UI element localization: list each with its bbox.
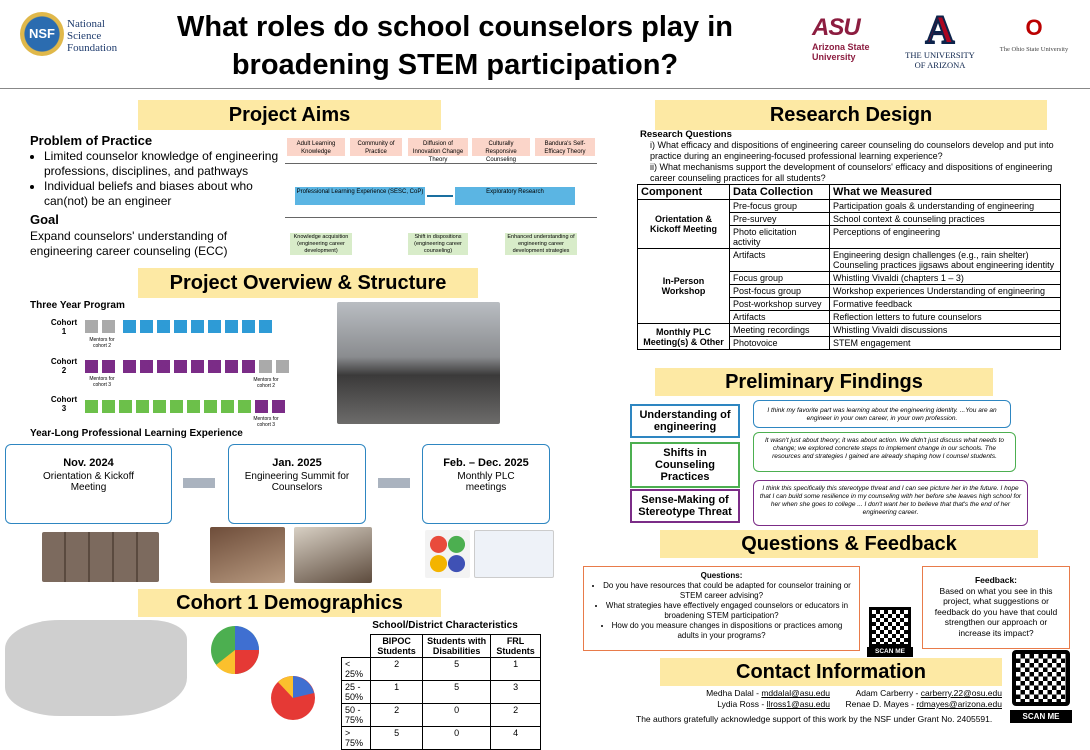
person-icon	[238, 400, 251, 413]
table-row	[342, 727, 541, 750]
table-cell: Whistling Vivaldi discussions	[830, 324, 1061, 337]
summit-photo	[294, 527, 372, 583]
overview-heading: Project Overview & Structure	[138, 268, 478, 298]
pie-slice	[235, 626, 259, 650]
group-photo	[337, 302, 500, 424]
table-row	[638, 324, 1061, 337]
theory-box: Adult Learning Knowledge	[287, 138, 345, 156]
table-row	[638, 249, 1061, 272]
person-icon	[174, 320, 187, 333]
us-map	[5, 620, 187, 716]
person-icon	[123, 320, 136, 333]
asu-name-line1: Arizona State	[812, 42, 870, 52]
nsf-name	[67, 18, 117, 54]
mentor-icon	[85, 320, 98, 333]
questions-heading: Questions & Feedback	[660, 530, 1038, 558]
mentor-icon	[255, 400, 268, 413]
person-icon	[242, 320, 255, 333]
mentor-icon	[85, 360, 98, 373]
question-item: • How do you measure changes in dispositions or practices among adults in your programs?	[590, 621, 853, 641]
table-cell: 50 - 75%	[342, 704, 371, 727]
table-cell: Formative feedback	[830, 298, 1061, 311]
contact-heading: Contact Information	[660, 658, 1002, 686]
osu-mark: O	[1025, 15, 1043, 40]
design-table	[637, 184, 1061, 350]
qr-code[interactable]	[869, 607, 911, 647]
header-divider	[0, 88, 1090, 89]
step3-desc: Monthly PLC meetings	[457, 471, 515, 493]
step2-date: Jan. 2025	[272, 457, 322, 469]
finding-quote: It wasn't just about theory; it was about action. We didn't just discuss what needs to change; we explored concrete steps to implement change in our schools. The resources and strategies I gained are already shaping how I counsel students.	[753, 432, 1016, 472]
table-header-row	[342, 635, 541, 658]
mentor-note: Mentors for cohort 2	[253, 377, 279, 389]
table-cell: 1	[370, 681, 422, 704]
table-cell: 0	[423, 727, 491, 750]
questions-box	[583, 566, 860, 651]
person-icon	[225, 320, 238, 333]
table-cell: Perceptions of engineering	[830, 226, 1061, 249]
component-cell: Monthly PLC Meeting(s) & Other	[638, 324, 730, 350]
finding-quote: I think my favorite part was learning about the engineering identity. ...You are an engineer in your own career, in your own profession.	[753, 400, 1011, 428]
contact-name: Renae D. Mayes -	[845, 699, 917, 709]
mentor-note: Mentors for cohort 3	[253, 416, 279, 428]
person-icon	[102, 400, 115, 413]
person-icon	[191, 360, 204, 373]
scan-me-label: SCAN ME	[867, 647, 913, 657]
contact-name: Lydia Ross -	[717, 699, 767, 709]
table-cell: 3	[491, 681, 541, 704]
rq2: ii) What mechanisms support the development of counselors' efficacy and dispositions of engineering career counseling practices for all students?	[650, 162, 1053, 183]
finding-label: Sense-Making of Stereotype Threat	[630, 489, 740, 523]
contact-4	[830, 699, 1002, 710]
ua-name-line1: THE UNIVERSITY	[905, 50, 975, 60]
person-icon	[187, 400, 200, 413]
table-row	[342, 681, 541, 704]
demographics-table	[341, 634, 541, 750]
contact-email[interactable]: mddalal@asu.edu	[761, 688, 830, 698]
arrow-icon	[378, 478, 410, 488]
cohort2-label: Cohort 2	[50, 357, 78, 375]
table-cell: Workshop experiences Understanding of engineering	[830, 285, 1061, 298]
mentor-icon	[272, 400, 285, 413]
table-cell: Photo elicitation activity	[730, 226, 830, 249]
table-cell: > 75%	[342, 727, 371, 750]
mentor-icon	[276, 360, 289, 373]
table-cell: 2	[370, 658, 422, 681]
contact-right	[830, 688, 1002, 710]
problem-item: • Individual beliefs and biases about who can(not) be an engineer	[44, 179, 280, 209]
person-icon	[225, 360, 238, 373]
step-box-2	[228, 444, 366, 524]
aims-heading: Project Aims	[138, 100, 441, 130]
table-cell: 5	[423, 681, 491, 704]
table-row	[342, 704, 541, 727]
framework-connector	[285, 217, 597, 218]
nsf-logo: NSF	[20, 12, 64, 56]
cohort1-row	[85, 320, 276, 338]
scan-me-label: SCAN ME	[1010, 710, 1072, 723]
table-cell: School context & counseling practices	[830, 213, 1061, 226]
table-header: Students with Disabilities	[423, 635, 491, 658]
theory-box: Culturally Responsive Counseling	[472, 138, 530, 156]
table-cell: 4	[491, 727, 541, 750]
person-icon	[174, 360, 187, 373]
contact-email[interactable]: llross1@asu.edu	[766, 699, 830, 709]
table-cell: Post-workshop survey	[730, 298, 830, 311]
person-icon	[85, 400, 98, 413]
outcome-box: Enhanced understanding of engineering career development strategies	[505, 233, 577, 255]
osu-name: The Ohio State University	[999, 46, 1069, 53]
component-cell: Orientation & Kickoff Meeting	[638, 200, 730, 249]
table-cell: 25 - 50%	[342, 681, 371, 704]
person-icon	[259, 320, 272, 333]
ua-name-line2: OF ARIZONA	[914, 60, 966, 70]
table-cell: Focus group	[730, 272, 830, 285]
step-box-3	[422, 444, 550, 524]
cohort3-label: Cohort 3	[50, 395, 78, 413]
step2-desc: Engineering Summit for Counselors	[244, 471, 350, 493]
theory-box: Community of Practice	[350, 138, 402, 156]
person-icon	[153, 400, 166, 413]
person-icon	[242, 360, 255, 373]
osu-logo	[988, 14, 1080, 53]
table-cell: Pre-focus group	[730, 200, 830, 213]
person-icon	[208, 320, 221, 333]
feedback-title: Feedback:	[974, 575, 1018, 585]
table-cell: Post-focus group	[730, 285, 830, 298]
contact-name: Medha Dalal -	[706, 688, 762, 698]
ple-arrow	[427, 195, 453, 197]
person-icon	[136, 400, 149, 413]
demographics-heading: Cohort 1 Demographics	[138, 589, 441, 617]
person-icon	[140, 320, 153, 333]
table-header: FRL Students	[491, 635, 541, 658]
table-cell: 2	[491, 704, 541, 727]
nsf-name-line1: National	[67, 18, 105, 30]
plc-photo	[474, 530, 554, 578]
feedback-text: Based on what you see in this project, what suggestions or feedback do you have that could strengthen our approach or increase its impact?	[934, 585, 1058, 638]
table-row	[638, 200, 1061, 213]
problem-list	[30, 149, 280, 209]
qr-code[interactable]	[1012, 650, 1070, 706]
problem-title: Problem of Practice	[30, 133, 153, 148]
person-icon	[119, 400, 132, 413]
table-cell: Whistling Vivaldi (chapters 1 – 3)	[830, 272, 1061, 285]
rq1: i) What efficacy and dispositions of engineering career counseling do counselors develop and put into practice during an engineering-focused professional learning experience?	[650, 140, 1054, 161]
feedback-box	[922, 566, 1070, 649]
exploratory-box: Exploratory Research	[455, 187, 575, 205]
theory-box: Bandura's Self-Efficacy Theory	[535, 138, 595, 156]
zoom-photo	[42, 532, 159, 582]
table-cell: 5	[423, 658, 491, 681]
ple-box: Professional Learning Experience (SESC, CoP)	[295, 187, 425, 205]
theory-box: Diffusion of Innovation Change Theory	[408, 138, 468, 156]
summit-photo	[210, 527, 285, 583]
table-cell: 0	[423, 704, 491, 727]
table-header-row	[638, 185, 1061, 200]
person-icon	[221, 400, 234, 413]
table-header: BIPOC Students	[370, 635, 422, 658]
mentor-icon	[102, 320, 115, 333]
questions-title: Questions:	[700, 571, 743, 580]
mentor-note: Mentors for cohort 3	[89, 376, 115, 388]
person-icon	[123, 360, 136, 373]
table-header: Data Collection	[730, 185, 830, 200]
contact-2	[640, 699, 830, 710]
finding-label: Shifts in Counseling Practices	[630, 442, 740, 488]
acknowledgement: The authors gratefully acknowledge support of this work by the NSF under Grant No. 2405591.	[636, 714, 993, 724]
question-item: • What strategies have effectively engaged counselors or educators in broadening STEM participation?	[590, 601, 853, 621]
table-cell: < 25%	[342, 658, 371, 681]
framework-connector	[285, 163, 597, 164]
table-header: What we Measured	[830, 185, 1061, 200]
nsf-name-line3: Foundation	[67, 42, 118, 54]
ua-mark: A	[925, 7, 955, 52]
contact-3	[830, 688, 1002, 699]
person-icon	[157, 360, 170, 373]
table-cell: 1	[491, 658, 541, 681]
person-icon	[170, 400, 183, 413]
pie-slice	[235, 650, 259, 674]
component-cell: In-Person Workshop	[638, 249, 730, 324]
finding-quote: I think this specifically this stereotype threat and I can see picture her in the future. I hope that I can build some resilience in my counseling with her before she leaves high school for her when she goes to college ... I don't want her to believe that that's the end of her engineering career.	[753, 480, 1028, 526]
three-year-label: Three Year Program	[30, 300, 125, 311]
pie-chart-2	[270, 675, 316, 721]
goal-text: Expand counselors' understanding of engineering career counseling (ECC)	[30, 229, 228, 258]
person-icon	[191, 320, 204, 333]
arrow-icon	[183, 478, 215, 488]
asu-name-line2: University	[812, 52, 856, 62]
table-cell: 2	[370, 704, 422, 727]
rq-title: Research Questions	[640, 129, 732, 140]
plc-photo	[425, 530, 470, 578]
table-cell: Reflection letters to future counselors	[830, 311, 1061, 324]
asu-logo	[812, 14, 870, 62]
table-header: Component	[638, 185, 730, 200]
table-cell: Artifacts	[730, 249, 830, 272]
step3-date: Feb. – Dec. 2025	[443, 457, 529, 469]
step1-desc: Orientation & Kickoff Meeting	[43, 471, 134, 493]
mentor-icon	[259, 360, 272, 373]
person-icon	[157, 320, 170, 333]
pie-chart-1	[210, 625, 260, 675]
table-cell: Photovoice	[730, 337, 830, 350]
contact-left	[640, 688, 830, 710]
step-box-1	[5, 444, 172, 524]
question-item: • Do you have resources that could be adapted for counselor training or STEM career advising?	[590, 581, 853, 601]
demographics-table-title: School/District Characteristics	[372, 620, 518, 631]
page-title	[140, 8, 770, 84]
nsf-name-line2: Science	[67, 30, 102, 42]
contact-1	[640, 688, 830, 699]
person-icon	[204, 400, 217, 413]
asu-wordmark: ASU	[812, 14, 860, 41]
table-cell: Pre-survey	[730, 213, 830, 226]
outcome-box: Knowledge acquisition (engineering career development)	[290, 233, 352, 255]
problem-item: • Limited counselor knowledge of engineering professions, disciplines, and pathways	[44, 149, 280, 179]
cohort1-label: Cohort 1	[50, 318, 78, 336]
table-cell: STEM engagement	[830, 337, 1061, 350]
contact-email[interactable]: carberry.22@osu.edu	[920, 688, 1002, 698]
title-line2: broadening STEM participation?	[231, 49, 679, 81]
year-long-label: Year-Long Professional Learning Experience	[30, 428, 243, 439]
contact-email[interactable]: rdmayes@arizona.edu	[916, 699, 1002, 709]
mentor-note: Mentors for cohort 2	[89, 337, 115, 349]
person-icon	[208, 360, 221, 373]
table-header	[342, 635, 371, 658]
questions-list	[590, 581, 853, 641]
ua-logo	[900, 7, 980, 70]
outcome-box: Shift in dispositions (engineering career counseling)	[408, 233, 468, 255]
table-cell: Participation goals & understanding of engineering	[830, 200, 1061, 213]
finding-label: Understanding of engineering	[630, 404, 740, 438]
step1-date: Nov. 2024	[63, 457, 114, 469]
contact-name: Adam Carberry -	[855, 688, 921, 698]
table-cell: Artifacts	[730, 311, 830, 324]
table-cell: 5	[370, 727, 422, 750]
table-row	[342, 658, 541, 681]
table-cell: Engineering design challenges (e.g., rain shelter) Counseling practices jigsaws about engineering identity	[830, 249, 1061, 272]
design-heading: Research Design	[655, 100, 1047, 130]
person-icon	[140, 360, 153, 373]
findings-heading: Preliminary Findings	[655, 368, 993, 396]
table-cell: Meeting recordings	[730, 324, 830, 337]
goal-title: Goal	[30, 212, 59, 227]
title-line1: What roles do school counselors play in	[177, 11, 733, 43]
mentor-icon	[102, 360, 115, 373]
